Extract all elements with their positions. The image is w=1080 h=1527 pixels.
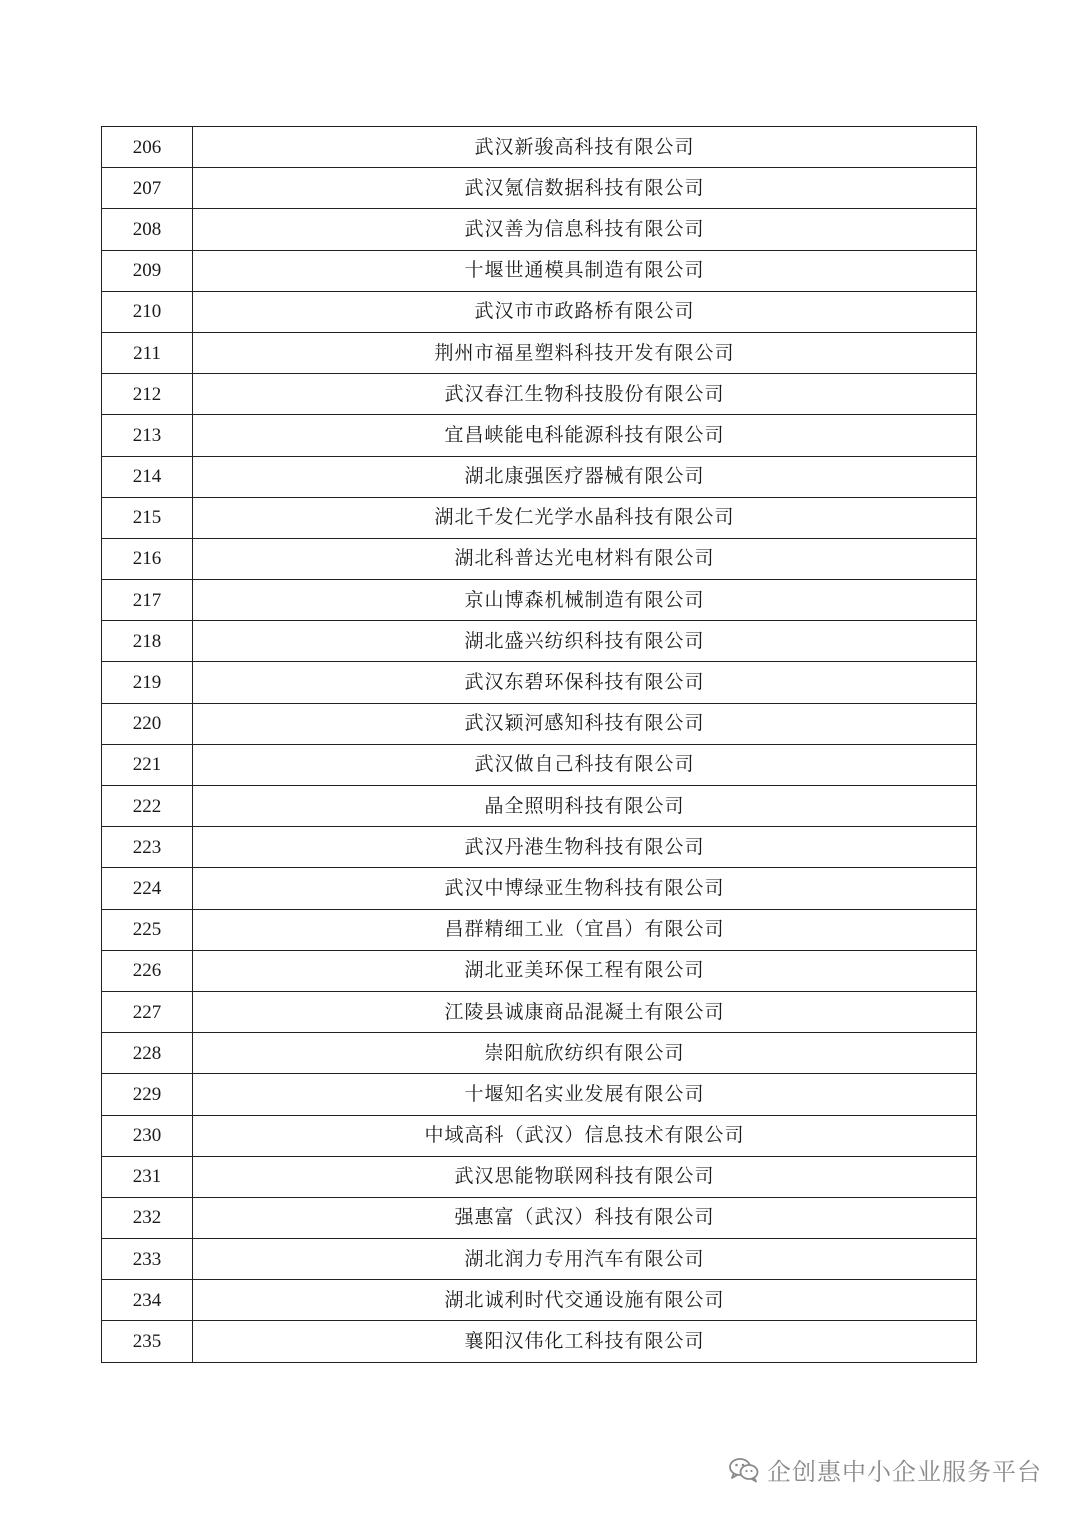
company-name: 襄阳汉伟化工科技有限公司 <box>193 1321 977 1362</box>
table-row <box>102 950 977 991</box>
table-row <box>102 703 977 744</box>
row-number: 212 <box>102 374 193 415</box>
table-row <box>102 827 977 868</box>
company-name: 湖北康强医疗器械有限公司 <box>193 456 977 497</box>
watermark-text: 企创惠中小企业服务平台 <box>767 1458 1042 1486</box>
company-name: 武汉东碧环保科技有限公司 <box>193 662 977 703</box>
table-row <box>102 786 977 827</box>
table-row <box>102 168 977 209</box>
company-name: 武汉丹港生物科技有限公司 <box>193 827 977 868</box>
company-name: 武汉氪信数据科技有限公司 <box>193 168 977 209</box>
table-body <box>102 127 977 1363</box>
row-number: 225 <box>102 909 193 950</box>
company-name: 湖北科普达光电材料有限公司 <box>193 538 977 579</box>
company-name: 武汉市市政路桥有限公司 <box>193 291 977 332</box>
row-number: 232 <box>102 1197 193 1238</box>
watermark <box>729 1452 1042 1487</box>
row-number: 209 <box>102 250 193 291</box>
table-row <box>102 497 977 538</box>
row-number: 228 <box>102 1033 193 1074</box>
table-row <box>102 744 977 785</box>
row-number: 224 <box>102 868 193 909</box>
table-row <box>102 1115 977 1156</box>
company-name: 武汉中博绿亚生物科技有限公司 <box>193 868 977 909</box>
row-number: 208 <box>102 209 193 250</box>
row-number: 230 <box>102 1115 193 1156</box>
table-row <box>102 250 977 291</box>
company-name: 湖北千发仁光学水晶科技有限公司 <box>193 497 977 538</box>
table-row <box>102 1239 977 1280</box>
row-number: 231 <box>102 1156 193 1197</box>
company-name: 武汉做自己科技有限公司 <box>193 744 977 785</box>
table-row <box>102 909 977 950</box>
company-name: 湖北润力专用汽车有限公司 <box>193 1239 977 1280</box>
table-row <box>102 1321 977 1362</box>
company-name: 中域高科（武汉）信息技术有限公司 <box>193 1115 977 1156</box>
company-name: 十堰知名实业发展有限公司 <box>193 1074 977 1115</box>
row-number: 235 <box>102 1321 193 1362</box>
row-number: 213 <box>102 415 193 456</box>
company-list-table <box>101 126 977 1363</box>
row-number: 223 <box>102 827 193 868</box>
table-row <box>102 1156 977 1197</box>
row-number: 233 <box>102 1239 193 1280</box>
row-number: 227 <box>102 991 193 1032</box>
table-row <box>102 374 977 415</box>
table-row <box>102 291 977 332</box>
table-row <box>102 580 977 621</box>
table-row <box>102 538 977 579</box>
table-row <box>102 1074 977 1115</box>
row-number: 211 <box>102 332 193 373</box>
row-number: 229 <box>102 1074 193 1115</box>
row-number: 226 <box>102 950 193 991</box>
row-number: 220 <box>102 703 193 744</box>
company-name: 荆州市福星塑料科技开发有限公司 <box>193 332 977 373</box>
row-number: 221 <box>102 744 193 785</box>
company-name: 湖北盛兴纺织科技有限公司 <box>193 621 977 662</box>
table-row <box>102 415 977 456</box>
company-name: 湖北诚利时代交通设施有限公司 <box>193 1280 977 1321</box>
table-row <box>102 456 977 497</box>
row-number: 216 <box>102 538 193 579</box>
company-name: 京山博森机械制造有限公司 <box>193 580 977 621</box>
company-name: 晶全照明科技有限公司 <box>193 786 977 827</box>
table-row <box>102 1197 977 1238</box>
table-row <box>102 1280 977 1321</box>
company-name: 武汉善为信息科技有限公司 <box>193 209 977 250</box>
row-number: 214 <box>102 456 193 497</box>
row-number: 206 <box>102 127 193 168</box>
row-number: 215 <box>102 497 193 538</box>
table-row <box>102 127 977 168</box>
row-number: 217 <box>102 580 193 621</box>
wechat-icon <box>729 1457 759 1483</box>
table-row <box>102 868 977 909</box>
company-name: 崇阳航欣纺织有限公司 <box>193 1033 977 1074</box>
table-row <box>102 621 977 662</box>
table-row <box>102 332 977 373</box>
company-name: 武汉新骏高科技有限公司 <box>193 127 977 168</box>
table-row <box>102 1033 977 1074</box>
row-number: 207 <box>102 168 193 209</box>
company-name: 武汉春江生物科技股份有限公司 <box>193 374 977 415</box>
company-name: 宜昌峡能电科能源科技有限公司 <box>193 415 977 456</box>
table-row <box>102 662 977 703</box>
row-number: 222 <box>102 786 193 827</box>
company-name: 武汉思能物联网科技有限公司 <box>193 1156 977 1197</box>
table-row <box>102 209 977 250</box>
company-name: 十堰世通模具制造有限公司 <box>193 250 977 291</box>
row-number: 219 <box>102 662 193 703</box>
company-name: 武汉颖河感知科技有限公司 <box>193 703 977 744</box>
row-number: 218 <box>102 621 193 662</box>
table-row <box>102 991 977 1032</box>
company-name: 江陵县诚康商品混凝土有限公司 <box>193 991 977 1032</box>
company-name: 强惠富（武汉）科技有限公司 <box>193 1197 977 1238</box>
row-number: 210 <box>102 291 193 332</box>
row-number: 234 <box>102 1280 193 1321</box>
company-name: 昌群精细工业（宜昌）有限公司 <box>193 909 977 950</box>
company-name: 湖北亚美环保工程有限公司 <box>193 950 977 991</box>
